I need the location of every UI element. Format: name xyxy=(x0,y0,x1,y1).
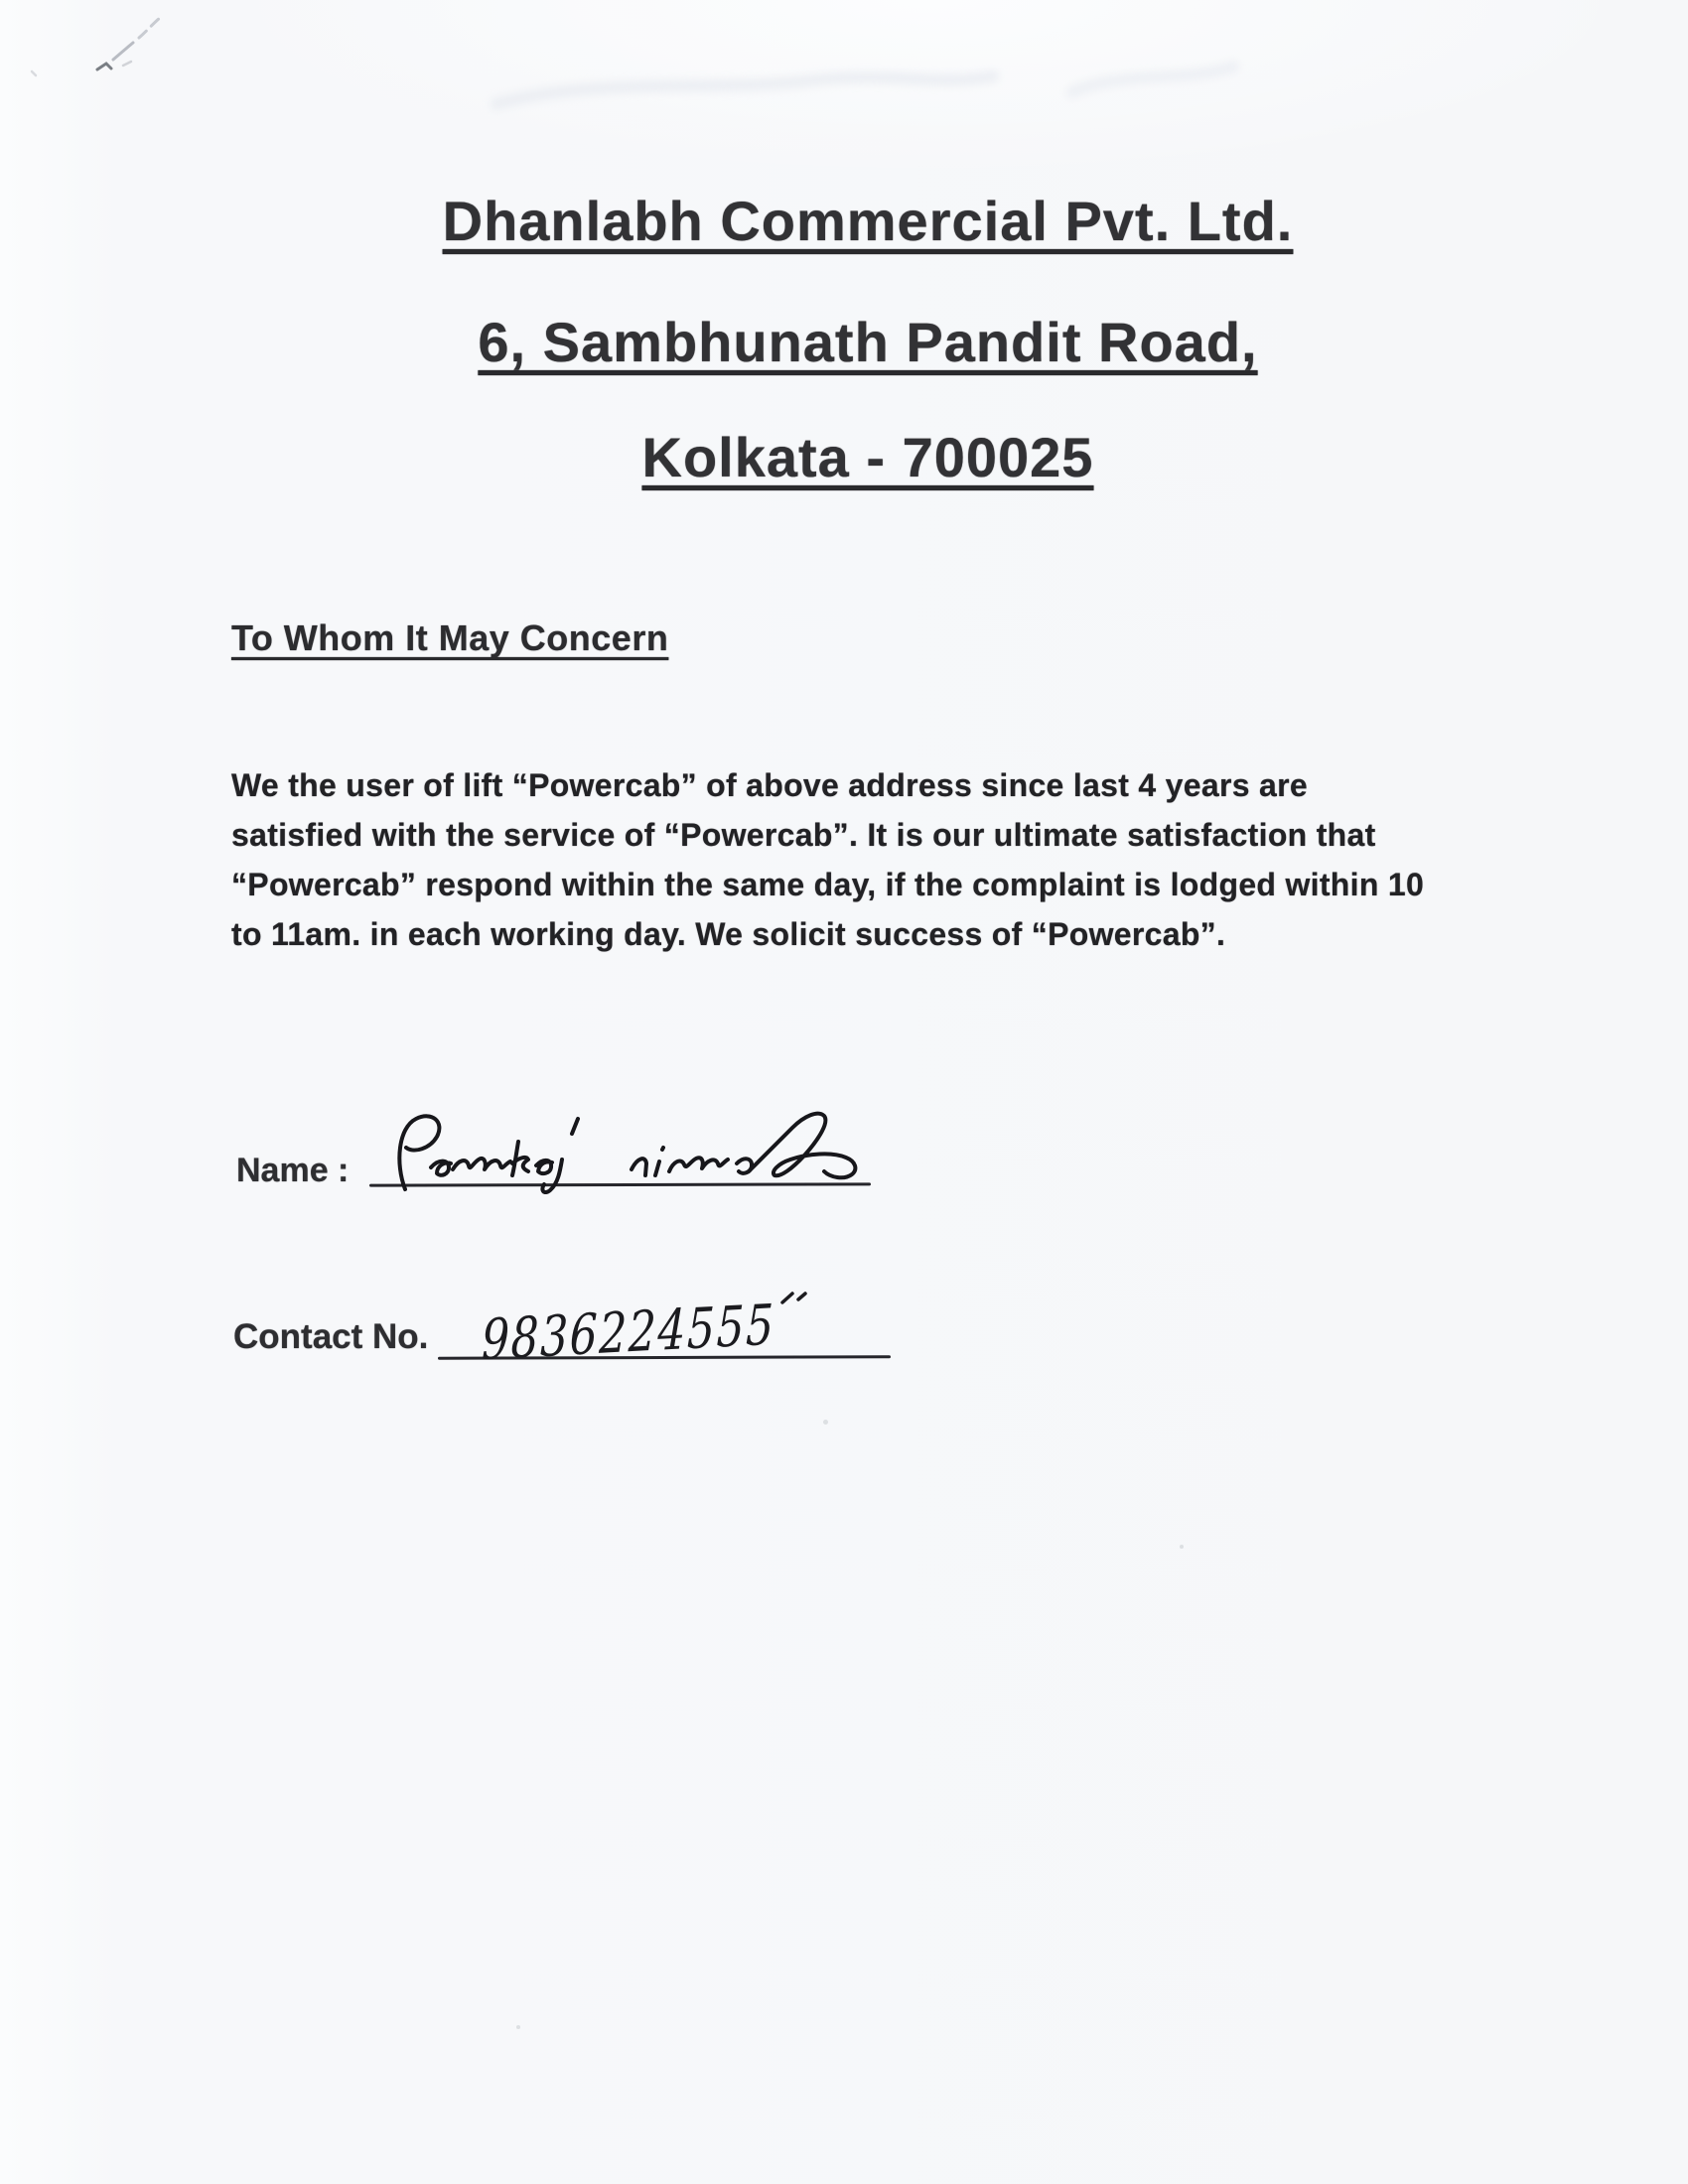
body-line: satisfied with the service of “Powercab”. It is our ultimate satisfaction that xyxy=(231,817,1376,853)
body-line: “Powercab” respond within the same day, if the complaint is lodged within 10 xyxy=(231,867,1425,902)
body-paragraph xyxy=(231,760,1582,959)
bleed-through-ghost-mark xyxy=(477,35,1271,134)
salutation-line: To Whom It May Concern xyxy=(231,617,669,658)
scan-speck xyxy=(823,1420,828,1425)
scan-speck xyxy=(1180,1545,1184,1549)
scan-speck xyxy=(516,2025,520,2029)
body-line: to 11am. in each working day. We solicit success of “Powercab”. xyxy=(231,916,1226,952)
handwritten-name-signature xyxy=(385,1110,897,1195)
letterhead-company-name: Dhanlabh Commercial Pvt. Ltd. xyxy=(442,190,1294,252)
body-line: We the user of lift “Powercab” of above address since last 4 years are xyxy=(231,767,1308,803)
handwritten-contact-number xyxy=(479,1287,856,1376)
name-label: Name : xyxy=(236,1152,350,1189)
letterhead-address-line: 6, Sambhunath Pandit Road, xyxy=(478,311,1258,373)
contact-label: Contact No. xyxy=(233,1317,429,1356)
letterhead-city-line: Kolkata - 700025 xyxy=(641,426,1094,488)
pencil-scribble-mark xyxy=(20,8,199,97)
contact-number-text: 9836224555 xyxy=(481,1289,856,1374)
